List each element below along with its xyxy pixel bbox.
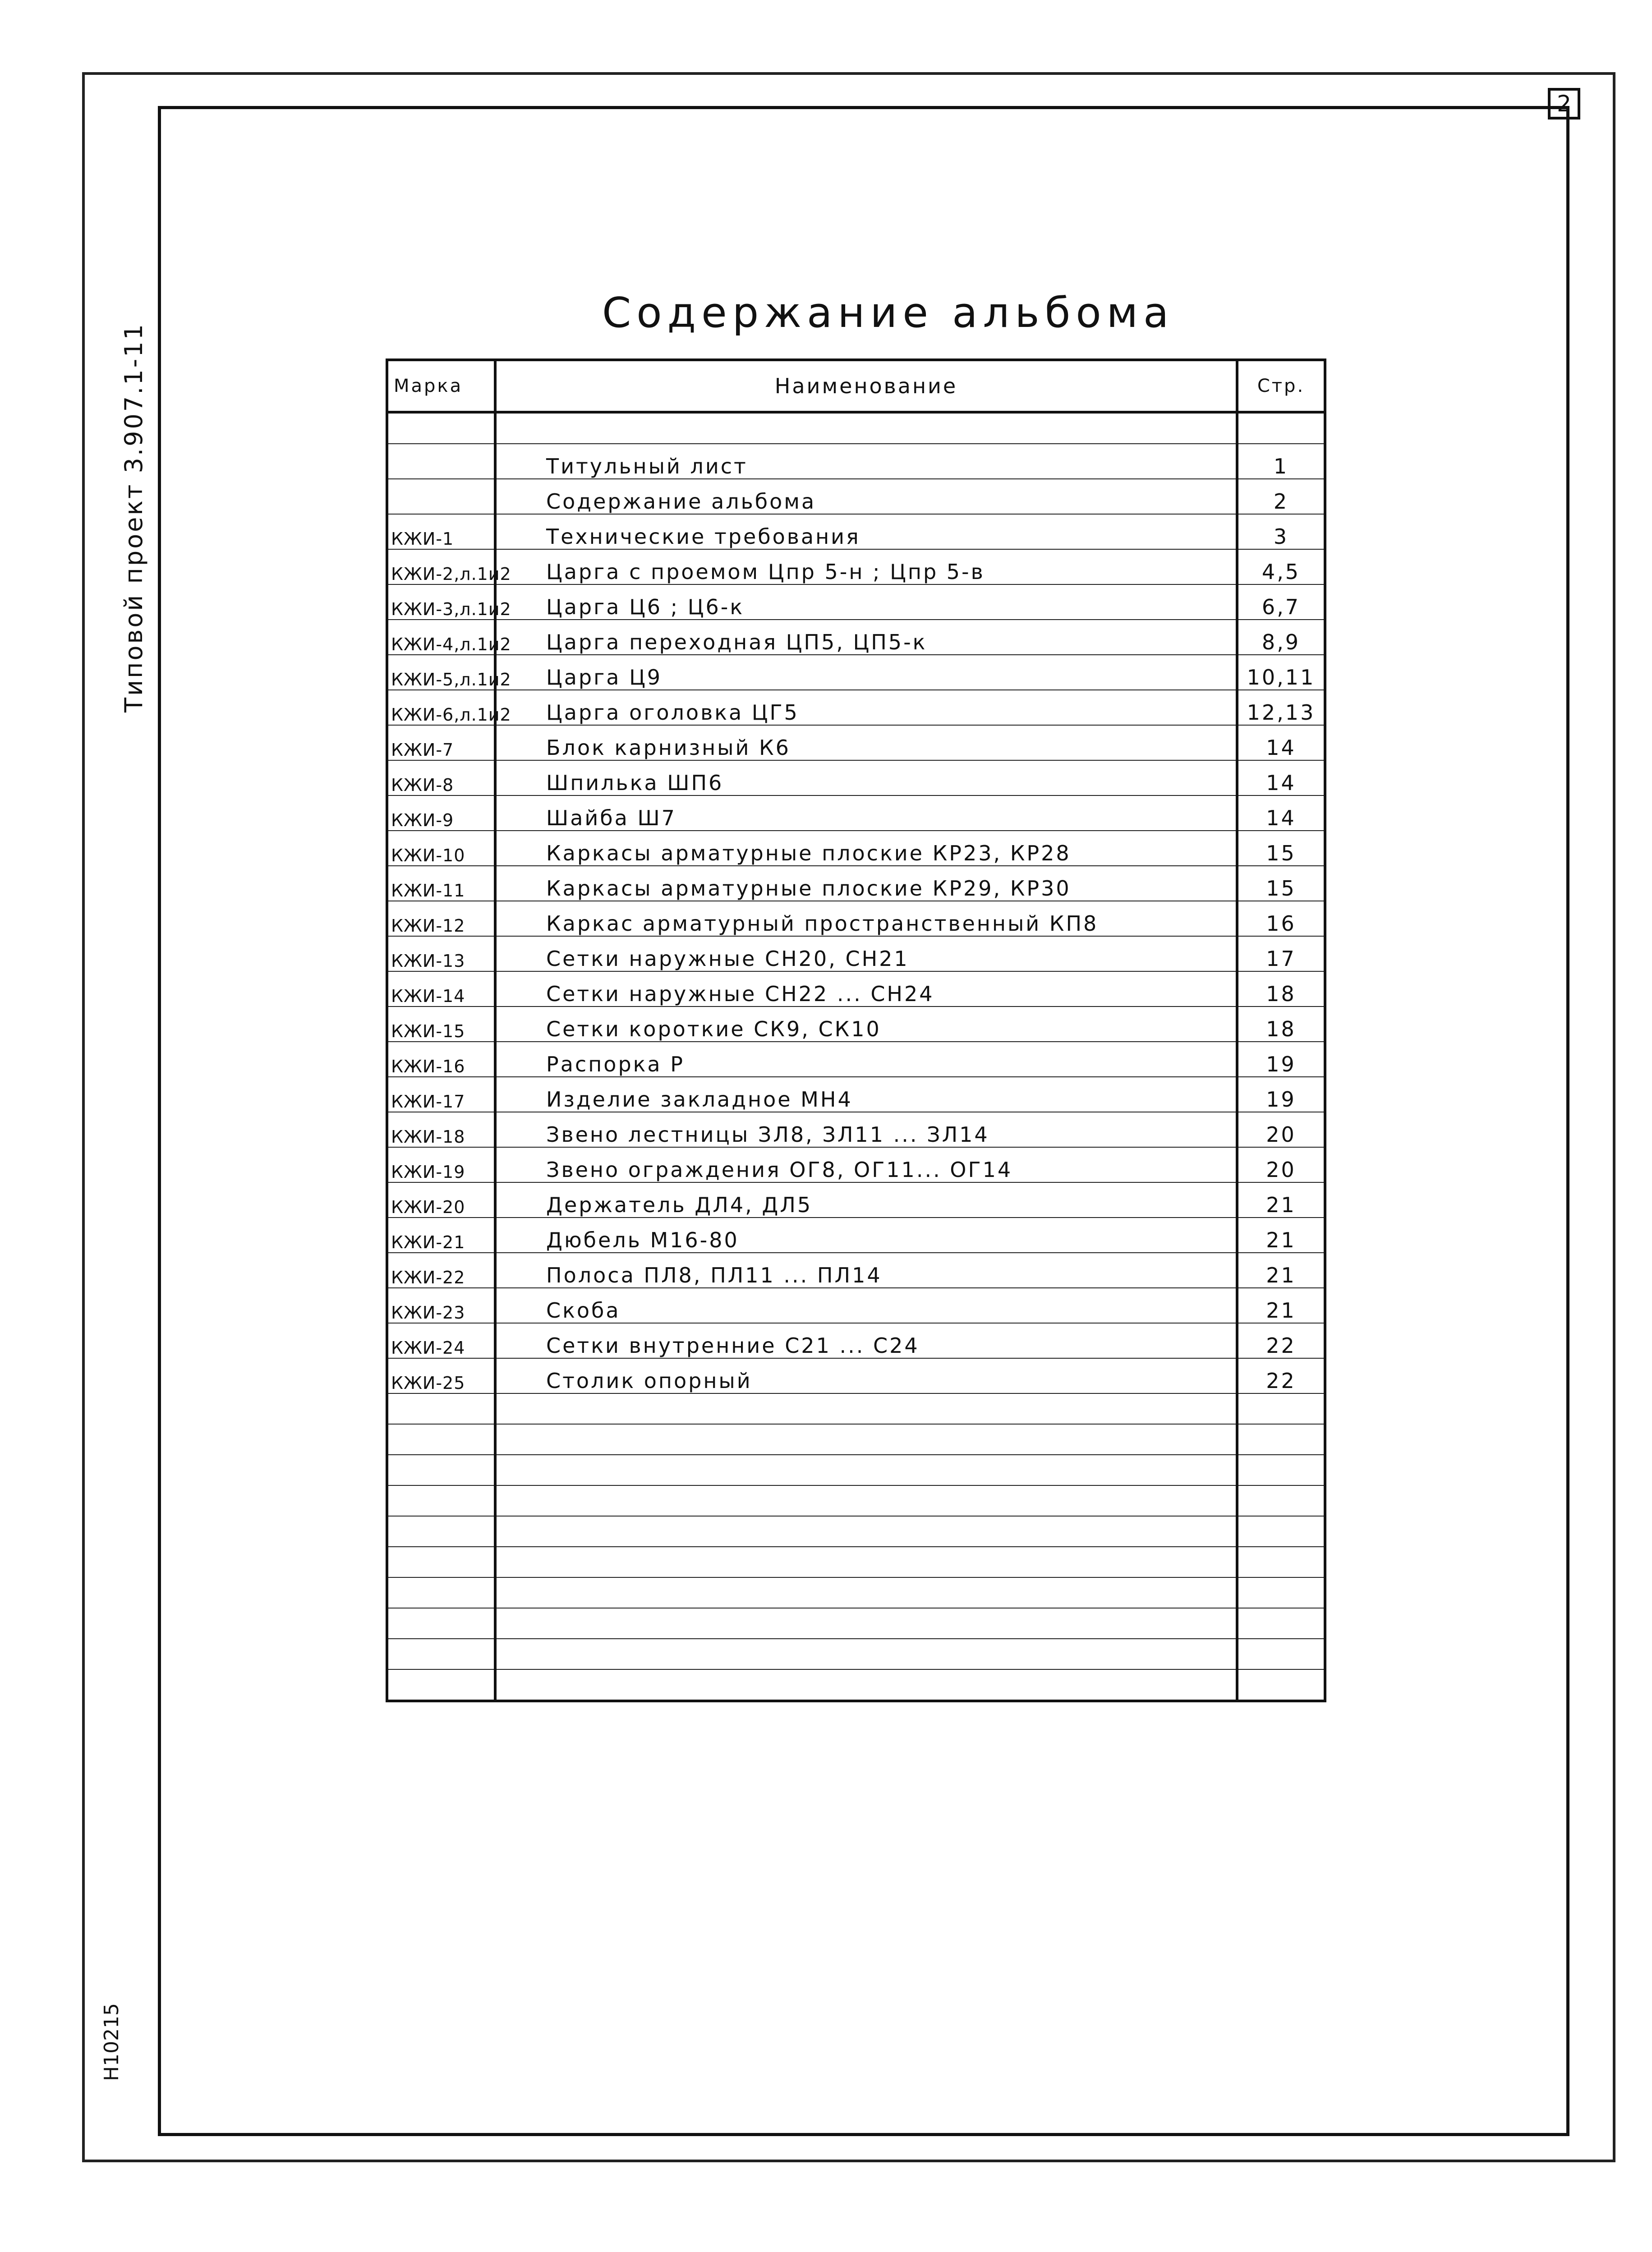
row-mark: КЖИ-16 — [387, 1042, 495, 1077]
contents-table-body — [387, 412, 1325, 1701]
table-row — [387, 1112, 1325, 1147]
blank-row — [387, 1577, 1325, 1608]
blank-row — [387, 1639, 1325, 1669]
row-mark: КЖИ-9 — [387, 795, 495, 831]
row-mark: КЖИ-13 — [387, 936, 495, 971]
row-mark: КЖИ-2,л.1и2 — [387, 549, 495, 584]
blank-row — [387, 1455, 1325, 1485]
header-name: Наименование — [495, 360, 1237, 412]
row-name: Царга переходная ЦП5, ЦП5-к — [495, 620, 1237, 655]
row-mark: КЖИ-10 — [387, 831, 495, 866]
row-mark: КЖИ-19 — [387, 1147, 495, 1182]
row-mark: КЖИ-7 — [387, 725, 495, 760]
row-page: 8,9 — [1237, 620, 1325, 655]
row-mark: КЖИ-8 — [387, 760, 495, 795]
row-mark: КЖИ-5,л.1и2 — [387, 655, 495, 690]
blank-row — [387, 1669, 1325, 1701]
blank-cell — [1237, 1516, 1325, 1547]
row-page: 21 — [1237, 1253, 1325, 1288]
row-name: Дюбель М16-80 — [495, 1218, 1237, 1253]
blank-row — [387, 1516, 1325, 1547]
row-page: 21 — [1237, 1218, 1325, 1253]
row-page: 21 — [1237, 1182, 1325, 1218]
row-name: Технические требования — [495, 514, 1237, 549]
blank-cell — [495, 1639, 1237, 1669]
blank-cell — [495, 1455, 1237, 1485]
row-page: 19 — [1237, 1077, 1325, 1112]
row-name: Сетки короткие СК9, СК10 — [495, 1007, 1237, 1042]
blank-cell — [495, 1608, 1237, 1639]
table-row — [387, 971, 1325, 1007]
project-stamp: Типовой проект 3.907.1-11 — [120, 322, 148, 712]
blank-cell — [1237, 1639, 1325, 1669]
row-mark: КЖИ-17 — [387, 1077, 495, 1112]
table-row — [387, 444, 1325, 479]
table-row — [387, 584, 1325, 620]
row-page: 3 — [1237, 514, 1325, 549]
row-name: Изделие закладное МН4 — [495, 1077, 1237, 1112]
row-page: 15 — [1237, 831, 1325, 866]
row-name: Шпилька ШП6 — [495, 760, 1237, 795]
row-mark: КЖИ-25 — [387, 1358, 495, 1393]
table-row — [387, 514, 1325, 549]
blank-cell — [495, 1485, 1237, 1516]
row-mark: КЖИ-6,л.1и2 — [387, 690, 495, 725]
table-row — [387, 655, 1325, 690]
table-row — [387, 901, 1325, 936]
table-row — [387, 1253, 1325, 1288]
table-row — [387, 690, 1325, 725]
row-name: Скоба — [495, 1288, 1237, 1323]
row-name: Царга оголовка ЦГ5 — [495, 690, 1237, 725]
row-mark: КЖИ-21 — [387, 1218, 495, 1253]
row-page: 10,11 — [1237, 655, 1325, 690]
table-row — [387, 549, 1325, 584]
row-name: Каркас арматурный пространственный КП8 — [495, 901, 1237, 936]
row-name: Каркасы арматурные плоские КР29, КР30 — [495, 866, 1237, 901]
row-mark: КЖИ-12 — [387, 901, 495, 936]
header-mark: Марка — [387, 360, 495, 412]
blank-cell — [387, 1639, 495, 1669]
table-row — [387, 1182, 1325, 1218]
table-row — [387, 1007, 1325, 1042]
row-page: 4,5 — [1237, 549, 1325, 584]
table-row — [387, 1358, 1325, 1393]
sheet-number: 2 — [1548, 88, 1580, 119]
page-title: Содержание альбома — [602, 289, 1174, 337]
row-name: Распорка Р — [495, 1042, 1237, 1077]
row-mark: КЖИ-3,л.1и2 — [387, 584, 495, 620]
row-mark: КЖИ-1 — [387, 514, 495, 549]
row-name: Сетки наружные СН20, СН21 — [495, 936, 1237, 971]
row-page: 20 — [1237, 1147, 1325, 1182]
row-mark: КЖИ-20 — [387, 1182, 495, 1218]
row-mark — [387, 444, 495, 479]
table-row — [387, 1147, 1325, 1182]
table-row — [387, 760, 1325, 795]
blank-cell — [1237, 1485, 1325, 1516]
row-mark: КЖИ-22 — [387, 1253, 495, 1288]
row-page: 22 — [1237, 1323, 1325, 1358]
table-row — [387, 831, 1325, 866]
blank-cell — [495, 1669, 1237, 1701]
row-mark: КЖИ-23 — [387, 1288, 495, 1323]
blank-cell — [387, 1669, 495, 1701]
blank-cell — [495, 1516, 1237, 1547]
blank-cell — [387, 1516, 495, 1547]
blank-cell — [1237, 1424, 1325, 1455]
row-page: 17 — [1237, 936, 1325, 971]
row-name: Царга Ц9 — [495, 655, 1237, 690]
blank-row — [387, 1547, 1325, 1577]
blank-cell — [387, 1424, 495, 1455]
blank-cell — [387, 1485, 495, 1516]
row-name: Шайба Ш7 — [495, 795, 1237, 831]
table-row — [387, 479, 1325, 514]
blank-cell — [1237, 1547, 1325, 1577]
row-page: 14 — [1237, 760, 1325, 795]
blank-cell — [495, 1393, 1237, 1424]
row-mark — [387, 479, 495, 514]
table-row — [387, 1288, 1325, 1323]
row-page: 18 — [1237, 971, 1325, 1007]
row-name: Звено ограждения ОГ8, ОГ11... ОГ14 — [495, 1147, 1237, 1182]
table-row — [387, 936, 1325, 971]
blank-cell — [387, 1608, 495, 1639]
blank-cell — [387, 1577, 495, 1608]
row-mark: КЖИ-18 — [387, 1112, 495, 1147]
row-name: Блок карнизный К6 — [495, 725, 1237, 760]
table-row — [387, 795, 1325, 831]
table-row — [387, 1218, 1325, 1253]
row-name: Столик опорный — [495, 1358, 1237, 1393]
row-name: Титульный лист — [495, 444, 1237, 479]
blank-cell — [495, 1577, 1237, 1608]
row-page: 15 — [1237, 866, 1325, 901]
blank-cell — [1237, 1455, 1325, 1485]
row-page: 22 — [1237, 1358, 1325, 1393]
row-page: 19 — [1237, 1042, 1325, 1077]
blank-cell — [1237, 1577, 1325, 1608]
row-page: 1 — [1237, 444, 1325, 479]
contents-table — [386, 358, 1326, 1702]
row-page: 2 — [1237, 479, 1325, 514]
row-page: 18 — [1237, 1007, 1325, 1042]
row-name: Каркасы арматурные плоские КР23, КР28 — [495, 831, 1237, 866]
blank-cell — [387, 1393, 495, 1424]
row-name: Держатель ДЛ4, ДЛ5 — [495, 1182, 1237, 1218]
table-row — [387, 1077, 1325, 1112]
table-row — [387, 866, 1325, 901]
row-name: Царга Ц6 ; Ц6-к — [495, 584, 1237, 620]
blank-row — [387, 1608, 1325, 1639]
table-row — [387, 1042, 1325, 1077]
row-page: 21 — [1237, 1288, 1325, 1323]
row-page: 12,13 — [1237, 690, 1325, 725]
row-mark: КЖИ-11 — [387, 866, 495, 901]
blank-cell — [495, 1547, 1237, 1577]
row-name: Сетки внутренние С21 ... С24 — [495, 1323, 1237, 1358]
row-mark: КЖИ-4,л.1и2 — [387, 620, 495, 655]
row-name: Звено лестницы ЗЛ8, ЗЛ11 ... ЗЛ14 — [495, 1112, 1237, 1147]
blank-cell — [1237, 1393, 1325, 1424]
blank-row — [387, 1424, 1325, 1455]
blank-cell — [387, 1547, 495, 1577]
row-mark: КЖИ-15 — [387, 1007, 495, 1042]
blank-row — [387, 1485, 1325, 1516]
row-page: 14 — [1237, 725, 1325, 760]
row-name: Содержание альбома — [495, 479, 1237, 514]
table-row — [387, 725, 1325, 760]
header-page: Стр. — [1237, 360, 1325, 412]
row-name: Царга с проемом Цпр 5-н ; Цпр 5-в — [495, 549, 1237, 584]
blank-row — [387, 412, 1325, 444]
row-mark: КЖИ-24 — [387, 1323, 495, 1358]
inventory-number: Н10215 — [100, 2003, 123, 2081]
row-name: Полоса ПЛ8, ПЛ11 ... ПЛ14 — [495, 1253, 1237, 1288]
table-row — [387, 620, 1325, 655]
header-row — [387, 360, 1325, 412]
table-row — [387, 1323, 1325, 1358]
row-page: 14 — [1237, 795, 1325, 831]
blank-cell — [1237, 1669, 1325, 1701]
row-mark: КЖИ-14 — [387, 971, 495, 1007]
blank-cell — [495, 1424, 1237, 1455]
row-page: 6,7 — [1237, 584, 1325, 620]
blank-row — [387, 1393, 1325, 1424]
row-page: 16 — [1237, 901, 1325, 936]
row-page: 20 — [1237, 1112, 1325, 1147]
blank-cell — [1237, 1608, 1325, 1639]
blank-cell — [387, 1455, 495, 1485]
row-name: Сетки наружные СН22 ... СН24 — [495, 971, 1237, 1007]
